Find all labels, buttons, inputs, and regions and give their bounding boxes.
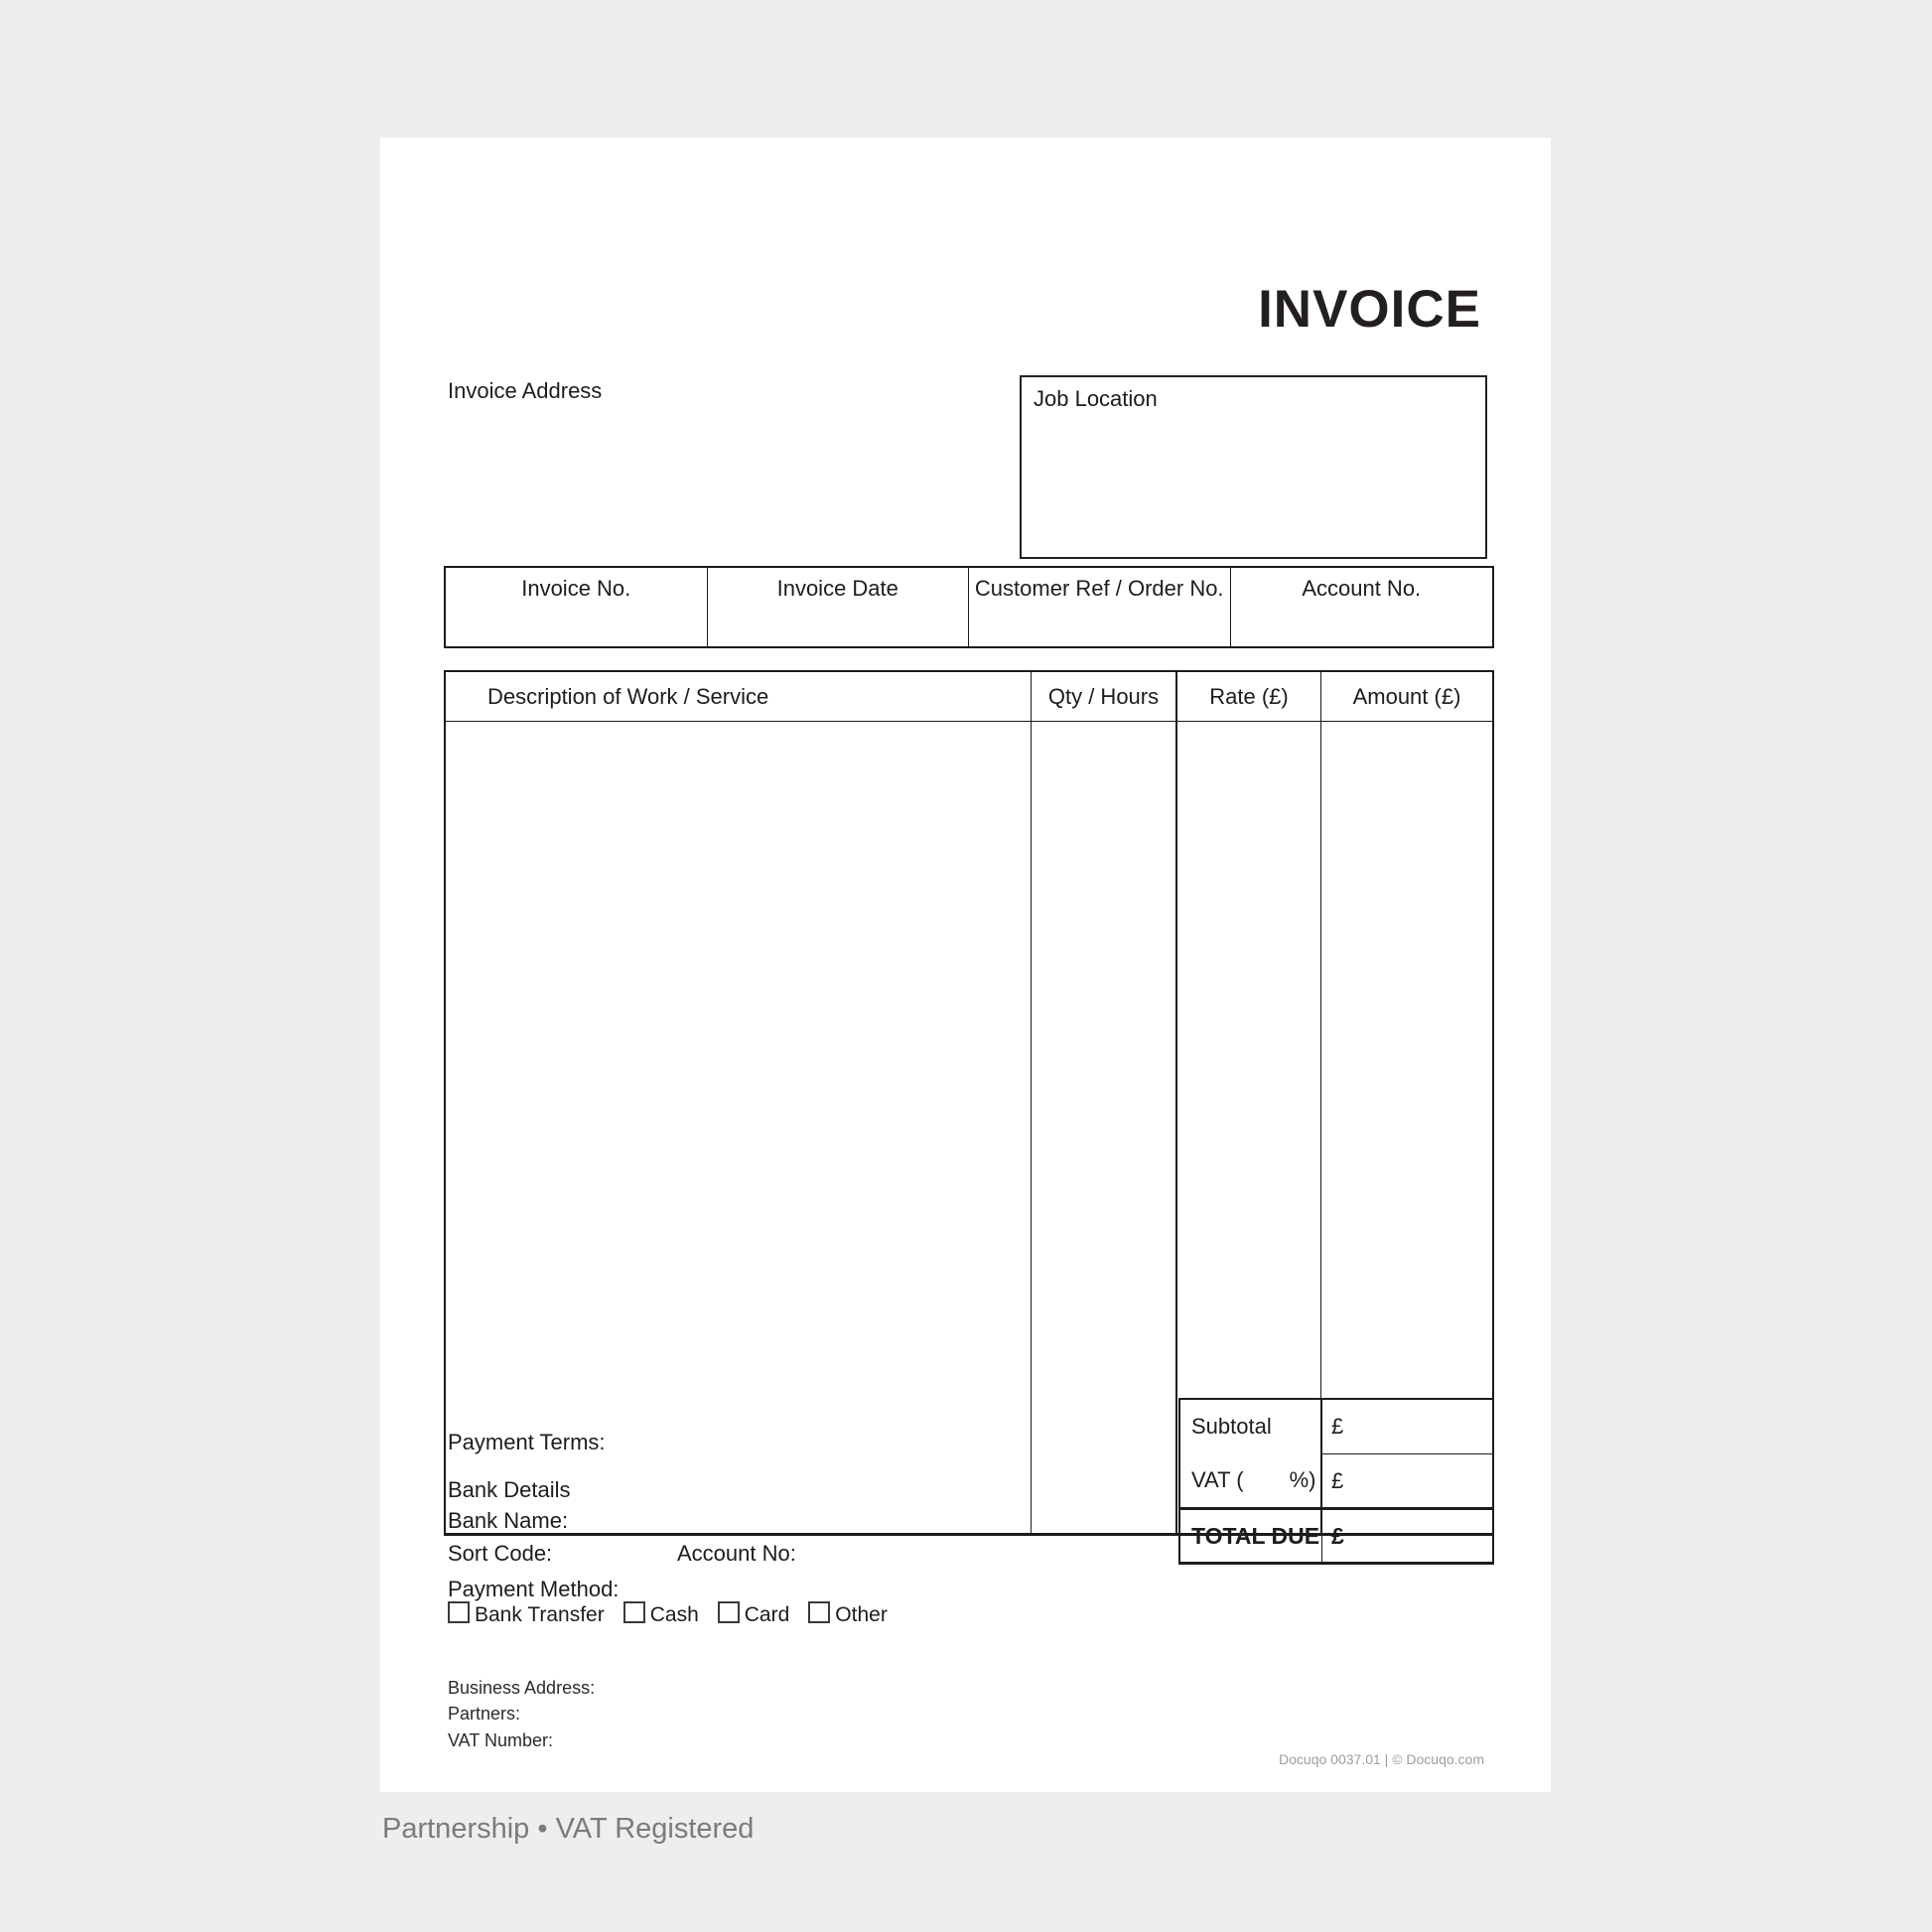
invoice-address-label: Invoice Address bbox=[448, 378, 603, 403]
items-body-description bbox=[446, 722, 1032, 1533]
method-cash bbox=[623, 1603, 699, 1627]
vat-label: VAT ( %) bbox=[1180, 1453, 1322, 1507]
subtotal-label: Subtotal bbox=[1180, 1400, 1322, 1453]
items-body-qty bbox=[1032, 722, 1177, 1533]
invoice-no-cell bbox=[446, 568, 708, 646]
job-location-box bbox=[1020, 375, 1487, 559]
items-header-rate: Rate (£) bbox=[1177, 672, 1321, 722]
other-checkbox[interactable] bbox=[808, 1601, 830, 1623]
vat-number-label: VAT Number: bbox=[448, 1730, 554, 1750]
invoice-info-table bbox=[444, 566, 1494, 648]
card-label: Card bbox=[744, 1603, 790, 1626]
items-header-qty: Qty / Hours bbox=[1032, 672, 1177, 722]
bank-details-label: Bank Details bbox=[448, 1477, 571, 1502]
vat-row bbox=[1180, 1453, 1492, 1507]
payment-terms-label: Payment Terms: bbox=[448, 1430, 606, 1454]
currency-symbol: £ bbox=[1331, 1414, 1344, 1439]
bank-name-label: Bank Name: bbox=[448, 1508, 569, 1533]
totals-table bbox=[1178, 1398, 1494, 1565]
business-address-label: Business Address: bbox=[448, 1678, 596, 1698]
template-caption: Partnership • VAT Registered bbox=[382, 1813, 755, 1845]
total-due-label: TOTAL DUE bbox=[1180, 1510, 1322, 1562]
page-title: INVOICE bbox=[1258, 280, 1481, 339]
document-reference: Docuqo 0037.01 | © Docuqo.com bbox=[1279, 1751, 1484, 1767]
invoice-date-cell bbox=[708, 568, 970, 646]
method-other bbox=[808, 1603, 888, 1627]
account-no-cell bbox=[1231, 568, 1493, 646]
items-header-description: Description of Work / Service bbox=[446, 672, 1032, 722]
job-location-label: Job Location bbox=[1034, 386, 1158, 411]
payment-method-options bbox=[448, 1603, 906, 1627]
customer-ref-header: Customer Ref / Order No. bbox=[974, 576, 1224, 601]
invoice-date-header: Invoice Date bbox=[776, 576, 898, 601]
invoice-no-header: Invoice No. bbox=[521, 576, 631, 601]
bank-transfer-label: Bank Transfer bbox=[475, 1603, 605, 1626]
account-no-label: Account No: bbox=[677, 1541, 796, 1566]
method-bank-transfer bbox=[448, 1603, 605, 1627]
currency-symbol: £ bbox=[1331, 1522, 1344, 1549]
invoice-document bbox=[380, 138, 1551, 1792]
items-header-amount: Amount (£) bbox=[1321, 672, 1492, 722]
other-label: Other bbox=[835, 1603, 888, 1626]
bank-transfer-checkbox[interactable] bbox=[448, 1601, 470, 1623]
method-card bbox=[718, 1603, 790, 1627]
sort-code-label: Sort Code: bbox=[448, 1541, 553, 1566]
total-due-row bbox=[1180, 1507, 1492, 1562]
customer-ref-cell bbox=[969, 568, 1231, 646]
currency-symbol: £ bbox=[1331, 1467, 1344, 1493]
cash-checkbox[interactable] bbox=[623, 1601, 645, 1623]
payment-method-label: Payment Method: bbox=[448, 1577, 620, 1601]
total-due-value-cell bbox=[1322, 1510, 1492, 1562]
subtotal-value-cell bbox=[1322, 1400, 1492, 1453]
account-no-header: Account No. bbox=[1302, 576, 1422, 601]
vat-value-cell bbox=[1322, 1453, 1492, 1507]
cash-label: Cash bbox=[649, 1603, 699, 1626]
partners-label: Partners: bbox=[448, 1704, 521, 1724]
card-checkbox[interactable] bbox=[718, 1601, 740, 1623]
subtotal-row bbox=[1180, 1400, 1492, 1453]
